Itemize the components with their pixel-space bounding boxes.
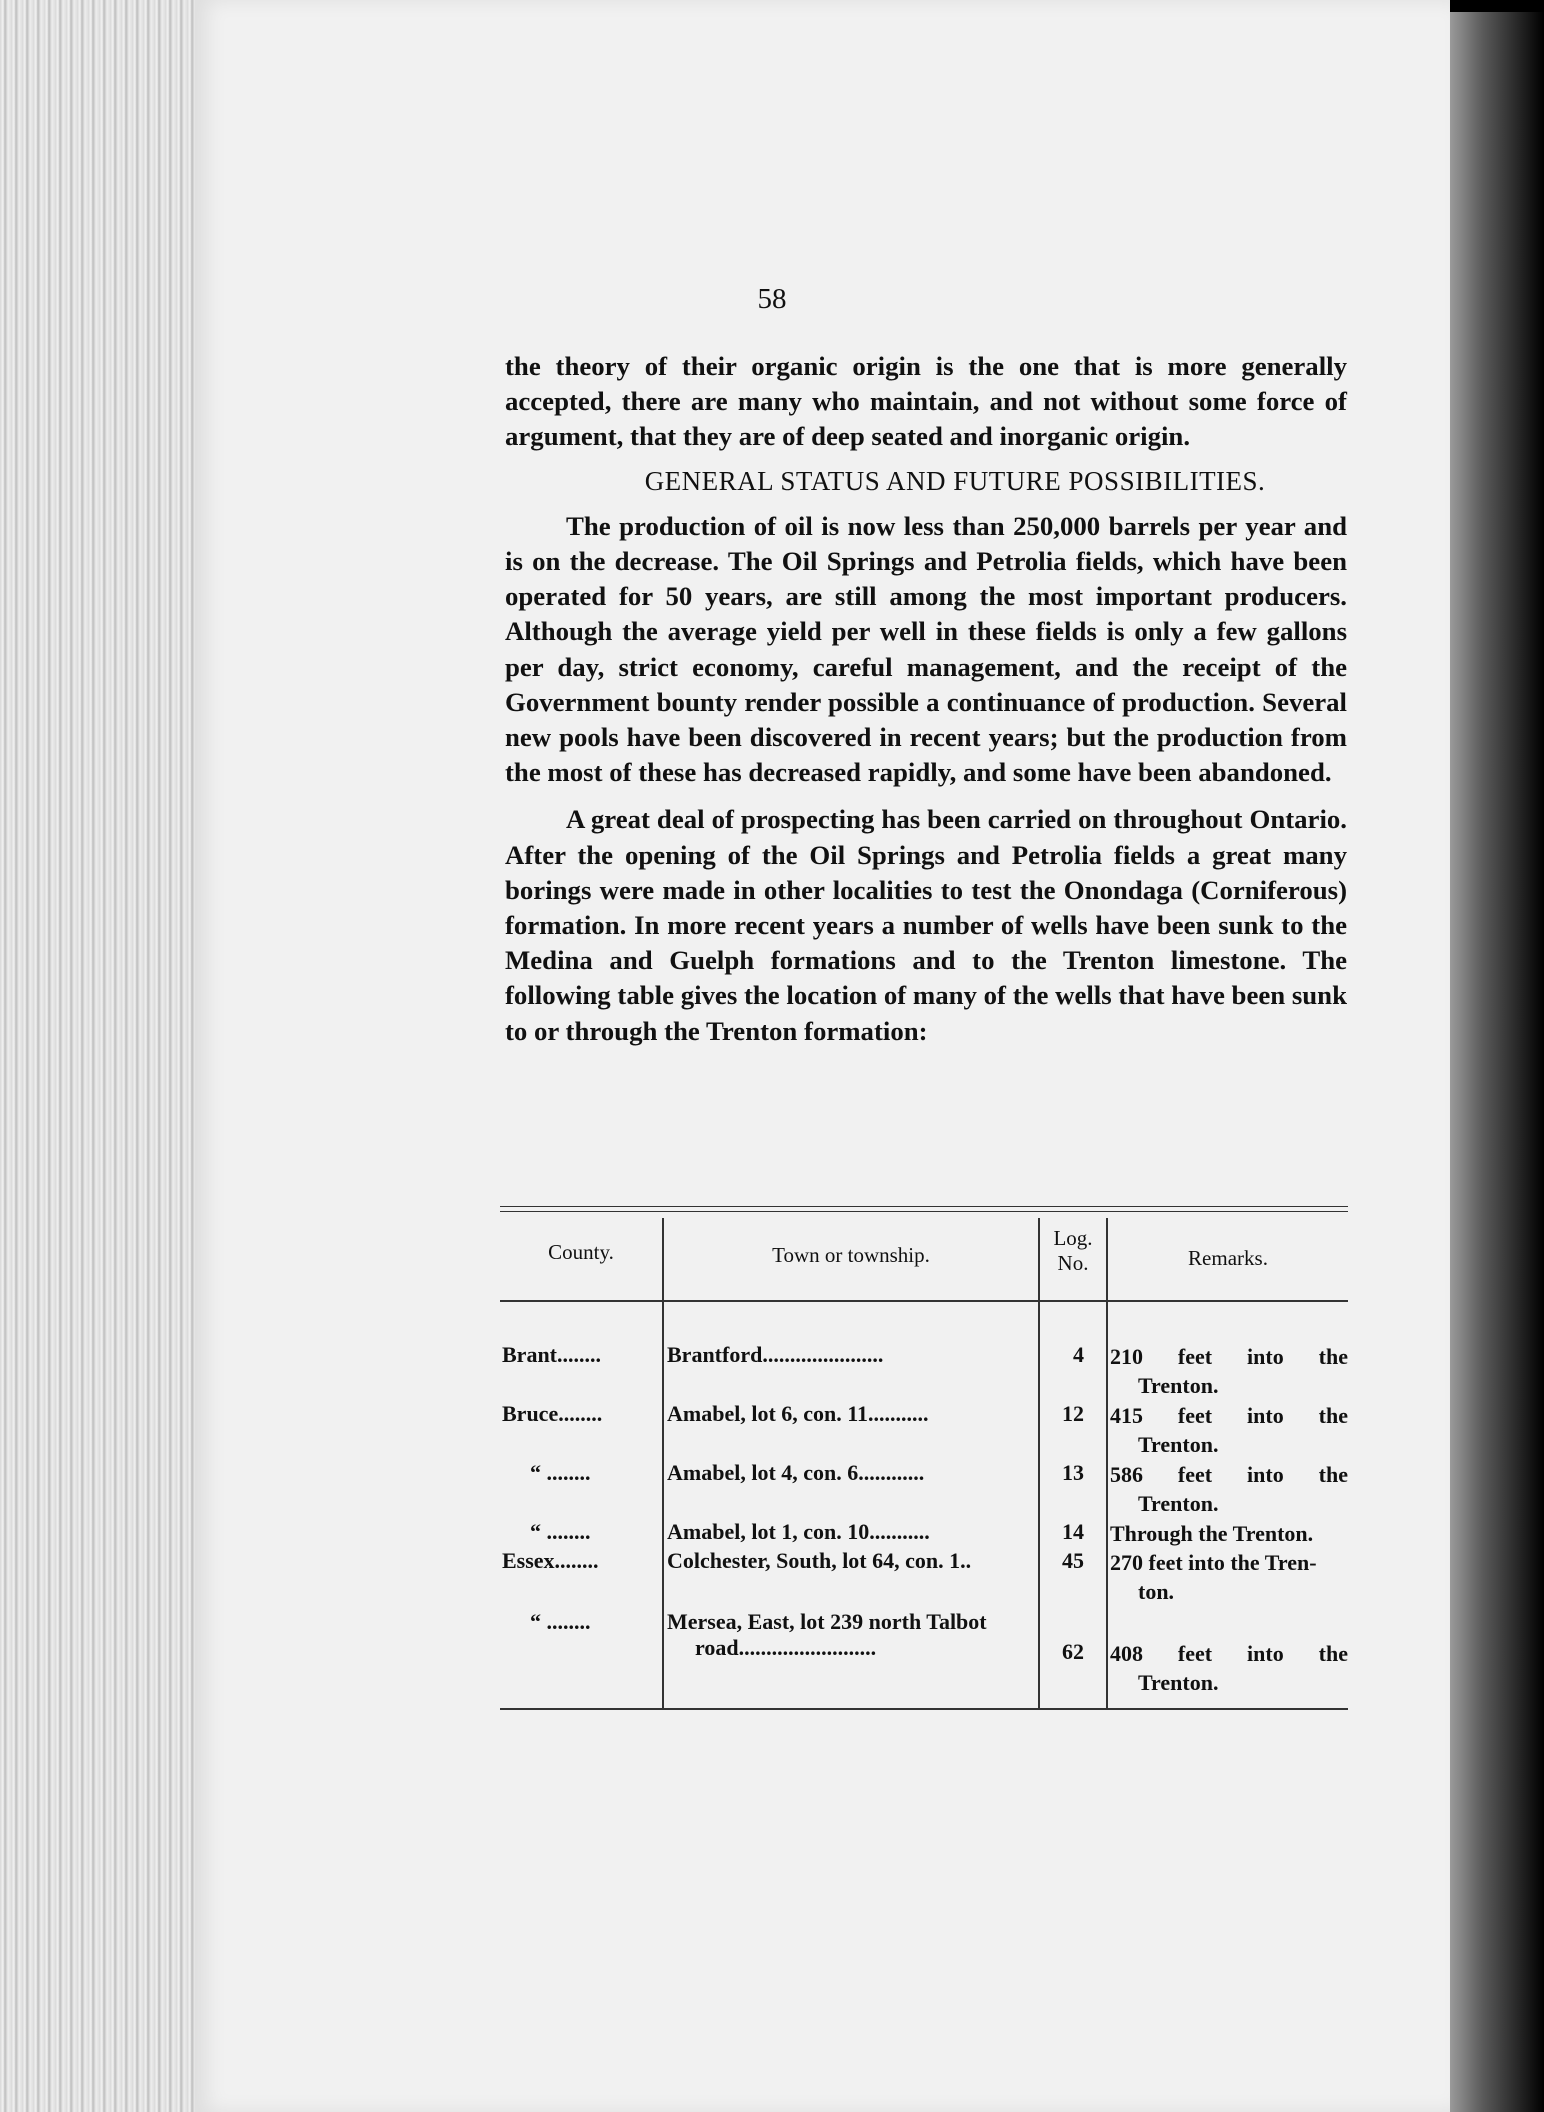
header-town: Town or township. — [772, 1243, 930, 1267]
remarks-cell: 270 feet into the Tren- ton. — [1110, 1550, 1317, 1604]
town-cell: Amabel, lot 4, con. 6............ — [667, 1460, 925, 1485]
log-cell: 45 — [1062, 1548, 1084, 1573]
book-page-edges — [0, 0, 205, 2112]
county-cell: Brant........ — [502, 1342, 601, 1367]
section-heading: GENERAL STATUS AND FUTURE POSSIBILITIES. — [644, 465, 1266, 496]
remarks-cell: 586 feet into the Trenton. — [1110, 1462, 1348, 1516]
remarks-cell: 415 feet into the Trenton. — [1110, 1403, 1348, 1457]
county-cell: Essex........ — [502, 1548, 599, 1573]
column-divider — [1106, 1302, 1108, 1708]
town-cell: Mersea, East, lot 239 north Talbot road......................... — [667, 1609, 987, 1660]
county-cell: Bruce........ — [502, 1401, 603, 1426]
town-cell: Amabel, lot 6, con. 11........... — [667, 1401, 929, 1426]
log-cell: 12 — [1062, 1401, 1084, 1426]
header-county: County. — [548, 1240, 614, 1264]
column-divider — [662, 1302, 664, 1708]
county-cell: “ ........ — [530, 1519, 591, 1544]
county-cell: “ ........ — [530, 1460, 591, 1485]
town-cell: Amabel, lot 1, con. 10........... — [667, 1519, 930, 1544]
log-cell: 13 — [1062, 1460, 1084, 1485]
town-cell: Brantford...................... — [667, 1342, 884, 1367]
log-cell: 4 — [1073, 1342, 1084, 1367]
remarks-cell: 210 feet into the Trenton. — [1110, 1344, 1348, 1398]
log-cell: 62 — [1062, 1639, 1084, 1664]
paragraph-2: The production of oil is now less than 250,000 barrels per year and is on the decrease. The Oil Springs and Petrolia fields, which have been operated for 50 years, are still among the most important producers. Although the average yield per well in these fields is only a few gallons per day, strict economy, careful management, and the receipt of the Government bounty render possible a continuance of production. Several new pools have been discovered in recent years; but the production from the most of these has decreased rapidly, and some have been abandoned. — [505, 510, 1347, 788]
header-log: Log. No. — [1053, 1226, 1093, 1275]
table-header — [500, 1212, 1348, 1302]
paragraph-3: A great deal of prospecting has been carried on throughout Ontario. After the opening of the Oil Springs and Petrolia fields a great many borings were made in other localities to test the Onondaga (Corniferous) formation. In more recent years a number of wells have been sunk to the Medina and Guelph formations and to the Trenton limestone. The following table gives the location of many of the wells that have been sunk to or through the Trenton formation: — [505, 804, 1347, 1046]
page-gutter-shadow — [1450, 12, 1544, 2112]
wells-table — [500, 1206, 1348, 1710]
log-cell: 14 — [1062, 1519, 1084, 1544]
page-number: 58 — [757, 283, 787, 315]
book-page — [195, 0, 1450, 2112]
paragraph-1: the theory of their organic origin is the one that is more generally accepted, there are many who maintain, and not without some force of argument, that they are of deep seated and inorganic origin. — [505, 351, 1347, 452]
table-body — [500, 1302, 1348, 1710]
town-cell: Colchester, South, lot 64, con. 1.. — [667, 1548, 972, 1573]
remarks-cell: 408 feet into the Trenton. — [1110, 1641, 1348, 1695]
remarks-cell: Through the Trenton. — [1110, 1521, 1314, 1546]
county-cell: “ ........ — [530, 1609, 591, 1634]
body-text — [505, 349, 1347, 1049]
header-remarks: Remarks. — [1188, 1246, 1268, 1270]
